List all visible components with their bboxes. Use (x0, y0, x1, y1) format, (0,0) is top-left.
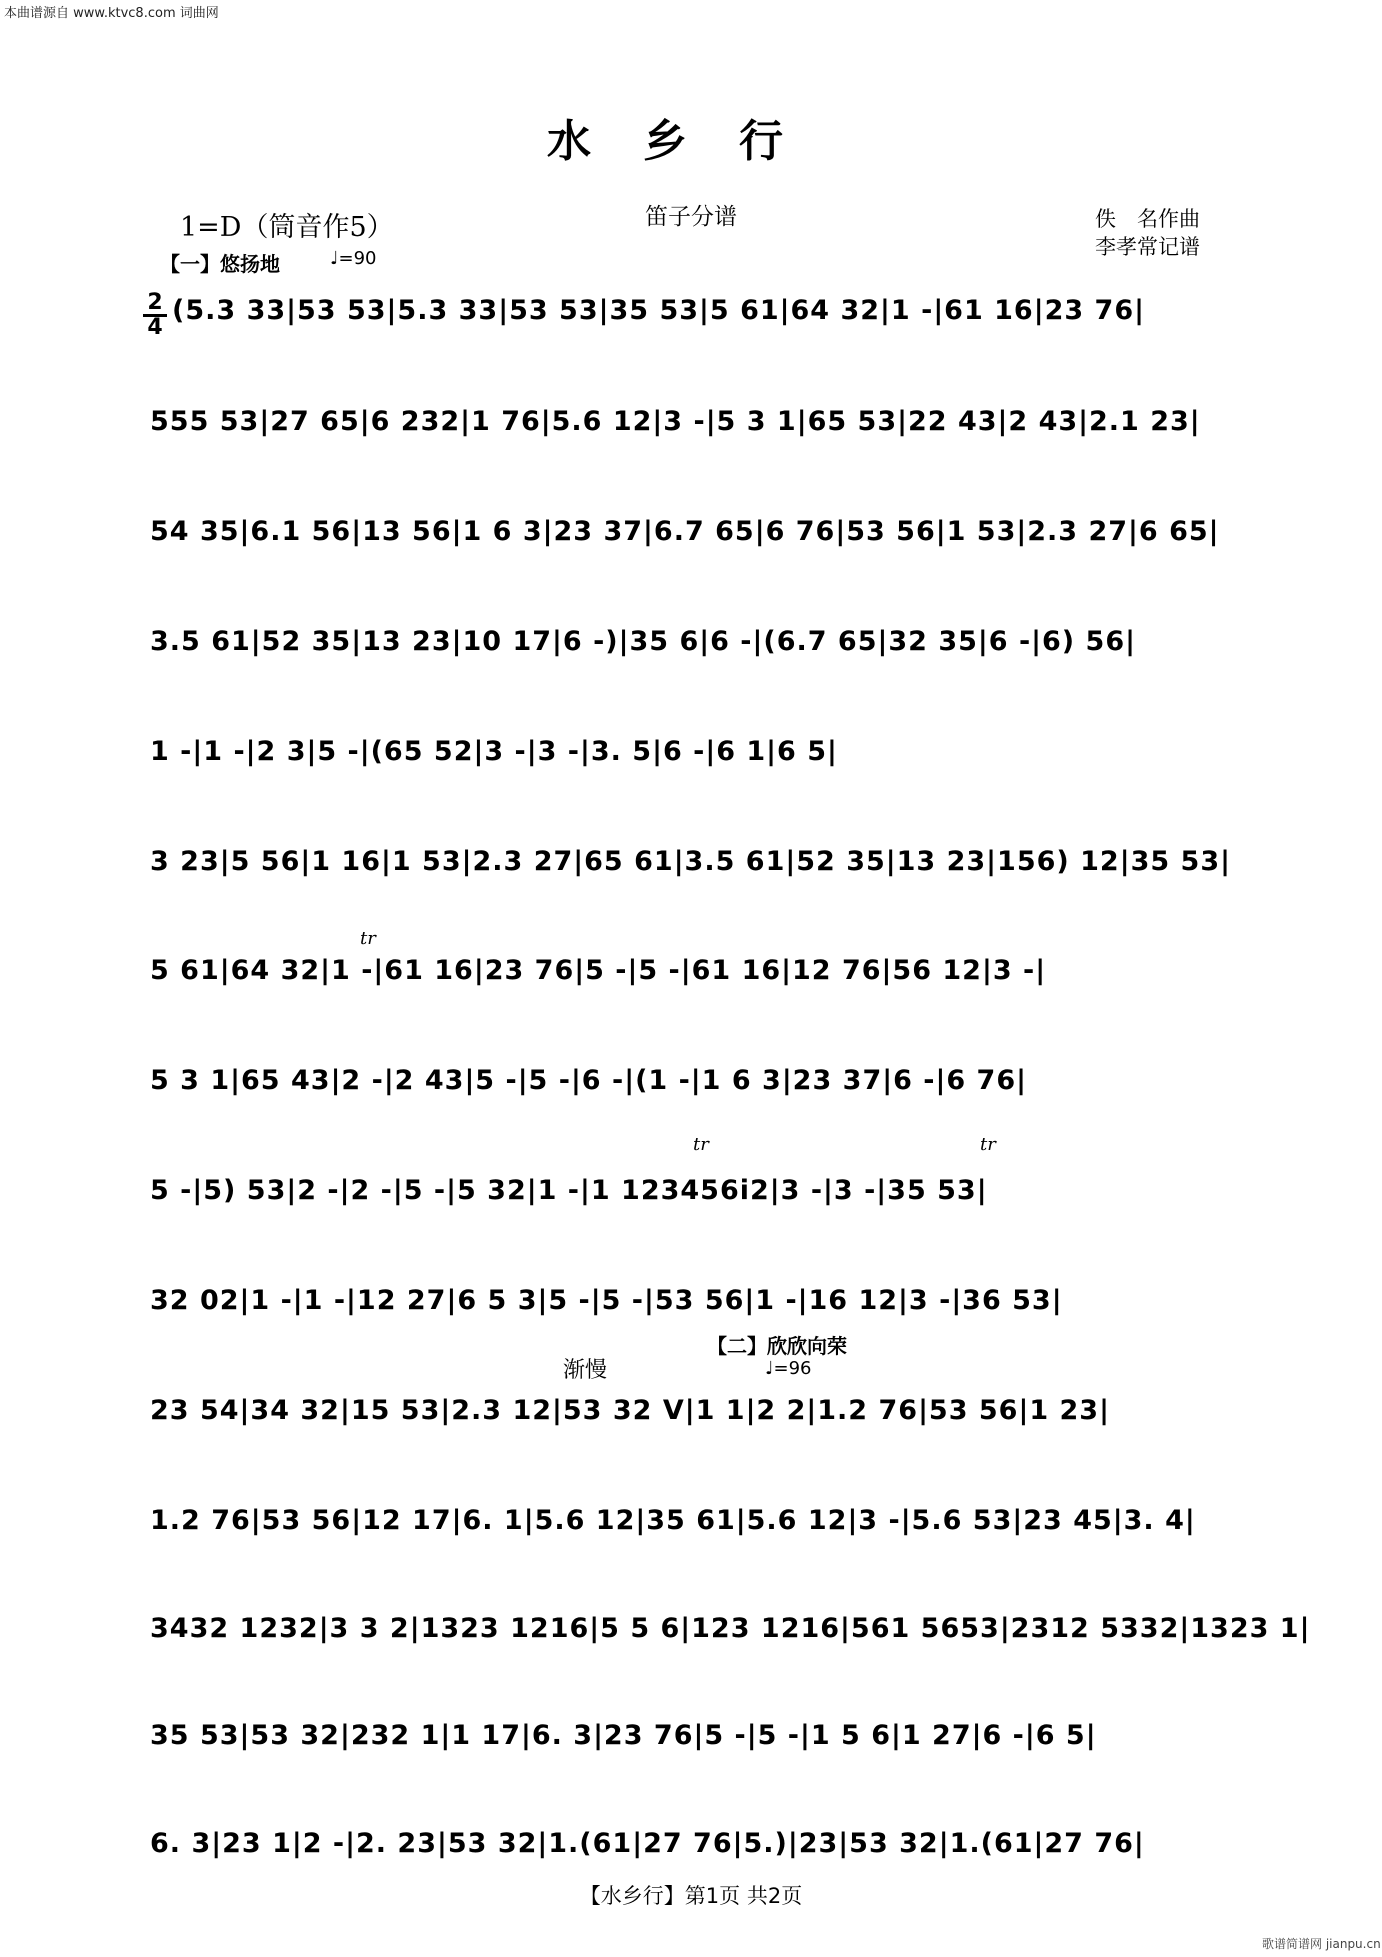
time-signature (143, 292, 167, 339)
notation-line-1: (5.3 33|53 53|5.3 33|53 53|35 53|5 61|64 32|1 -|61 16|23 76| (172, 295, 1145, 326)
time-signature-top: 2 (143, 292, 167, 317)
notation-line-4: 3.5 61|52 35|13 23|10 17|6 -)|35 6|6 -|(6.7 65|32 35|6 -|6) 56| (150, 626, 1136, 657)
page-footer: 【水乡行】第1页 共2页 (579, 1884, 803, 1908)
notation-line-5: 1 -|1 -|2 3|5 -|(65 52|3 -|3 -|3. 5|6 -|6 1|6 5| (150, 736, 838, 767)
notation-line-6: 3 23|5 56|1 16|1 53|2.3 27|65 61|3.5 61|52 35|13 23|156) 12|35 53| (150, 846, 1231, 877)
section-1-tempo: ♩=90 (330, 248, 377, 269)
trill-mark-2: tr (693, 1134, 709, 1155)
section-2-label: 【二】欣欣向荣 (707, 1334, 847, 1358)
ritardando-annotation: 渐慢 (563, 1358, 608, 1383)
watermark-top: 本曲谱源自 www.ktvc8.com 词曲网 (4, 6, 219, 21)
notation-line-7: 5 61|64 32|1 -|61 16|23 76|5 -|5 -|61 16|12 76|56 12|3 -| (150, 955, 1047, 986)
time-signature-bottom: 4 (147, 315, 163, 340)
notation-line-9: 5 -|5) 53|2 -|2 -|5 -|5 32|1 -|1 123456i2|3 -|3 -|35 53| (150, 1175, 988, 1206)
transcriber-credit: 李孝常记谱 (1095, 235, 1200, 259)
notation-line-2: 555 53|27 65|6 232|1 76|5.6 12|3 -|5 3 1|65 53|22 43|2 43|2.1 23| (150, 406, 1201, 437)
notation-line-15: 6. 3|23 1|2 -|2. 23|53 32|1.(61|27 76|5.)|23|53 32|1.(61|27 76| (150, 1828, 1145, 1859)
section-1-label: 【一】悠扬地 (160, 252, 280, 276)
score-title: 水乡行 (547, 116, 835, 167)
notation-line-3: 54 35|6.1 56|13 56|1 6 3|23 37|6.7 65|6 76|53 56|1 53|2.3 27|6 65| (150, 516, 1220, 547)
section-2-tempo: ♩=96 (765, 1358, 812, 1379)
notation-line-10: 32 02|1 -|1 -|12 27|6 5 3|5 -|5 -|53 56|1 -|16 12|3 -|36 53| (150, 1285, 1063, 1316)
key-signature: 1=D（筒音作5） (180, 212, 394, 243)
notation-line-14: 35 53|53 32|232 1|1 17|6. 3|23 76|5 -|5 -|1 5 6|1 27|6 -|6 5| (150, 1720, 1097, 1751)
notation-line-12: 1.2 76|53 56|12 17|6. 1|5.6 12|35 61|5.6 12|3 -|5.6 53|23 45|3. 4| (150, 1505, 1196, 1536)
watermark-bottom: 歌谱简谱网 jianpu.cn (1262, 1937, 1381, 1951)
trill-mark-3: tr (980, 1134, 996, 1155)
notation-line-13: 3432 1232|3 3 2|1323 1216|5 5 6|123 1216|561 5653|2312 5332|1323 1| (150, 1613, 1311, 1644)
composer-credit: 佚 名作曲 (1095, 207, 1200, 231)
notation-line-8: 5 3 1|65 43|2 -|2 43|5 -|5 -|6 -|(1 -|1 6 3|23 37|6 -|6 76| (150, 1065, 1027, 1096)
trill-mark-1: tr (360, 928, 376, 949)
notation-line-11: 23 54|34 32|15 53|2.3 12|53 32 V|1 1|2 2|1.2 76|53 56|1 23| (150, 1395, 1110, 1426)
part-subtitle: 笛子分谱 (645, 204, 737, 230)
